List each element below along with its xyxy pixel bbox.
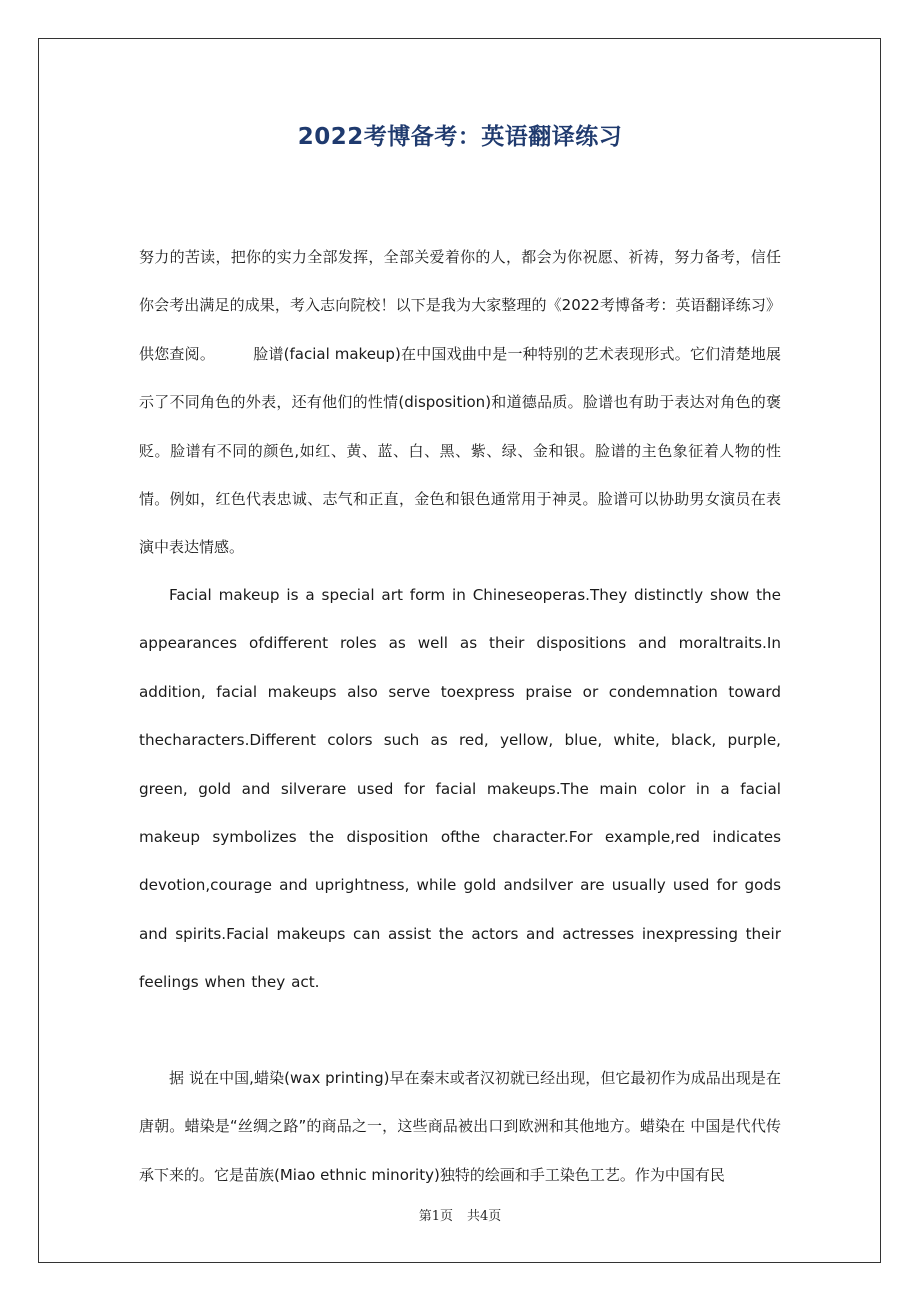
intro-paragraph: 努力的苦读，把你的实力全部发挥，全部关爱着你的人，都会为你祝愿、祈祷，努力备考，信任你会考出满足的成果，考入志向院校！以下是我为大家整理的《2022考博备考：英语翻译练习》供您查阅。 xyxy=(139,248,781,363)
page-number: 第1页 xyxy=(418,1209,453,1224)
document-title: 2022考博备考：英语翻译练习 xyxy=(297,124,623,150)
page-total: 共4页 xyxy=(467,1209,502,1224)
passage2-chinese-text: 据 说在中国,蜡染(wax printing)早在秦末或者汉初就已经出现，但它最初作为成品出现是在唐朝。蜡染是“丝绸之路”的商品之一，这些商品被出口到欧洲和其他地方。蜡染在 中国是代代传承下来的。它是苗族(Miao ethnic minority)独特的绘画和手工染色工艺。作为中国有民 xyxy=(139,1069,781,1184)
passage1-english xyxy=(139,571,781,1007)
passage2-chinese xyxy=(139,1054,781,1199)
page-footer xyxy=(0,1205,920,1224)
intro-and-passage1-chinese xyxy=(139,233,781,572)
passage1-chinese: 脸谱(facial makeup)在中国戏曲中是一种特别的艺术表现形式。它们清楚地展示了不同角色的外表，还有他们的性情(disposition)和道德品质。脸谱也有助于表达对角色的褒贬。脸谱有不同的颜色,如红、黄、蓝、白、黑、紫、绿、金和银。脸谱的主色象征着人物的性情。例如，红色代表忠诚、志气和正直，金色和银色通常用于神灵。脸谱可以协助男女演员在表演中表达情感。 xyxy=(139,344,781,557)
passage1-english-text: Facial makeup is a special art form in Chineseoperas.They distinctly show the appearances ofdifferent roles as well as their dispositions and moraltraits.In addition, facial makeups also serve toexpress praise or condemnation toward thecharacters.Different colors such as red, yellow, blue, white, black, purple, green, gold and silverare used for facial makeups.The main color in a facial makeup symbolizes the disposition ofthe character.For example,red indicates devotion,courage and uprightness, while gold andsilver are usually used for gods and spirits.Facial makeups can assist the actors and actresses inexpressing their feelings when they act. xyxy=(139,586,781,992)
